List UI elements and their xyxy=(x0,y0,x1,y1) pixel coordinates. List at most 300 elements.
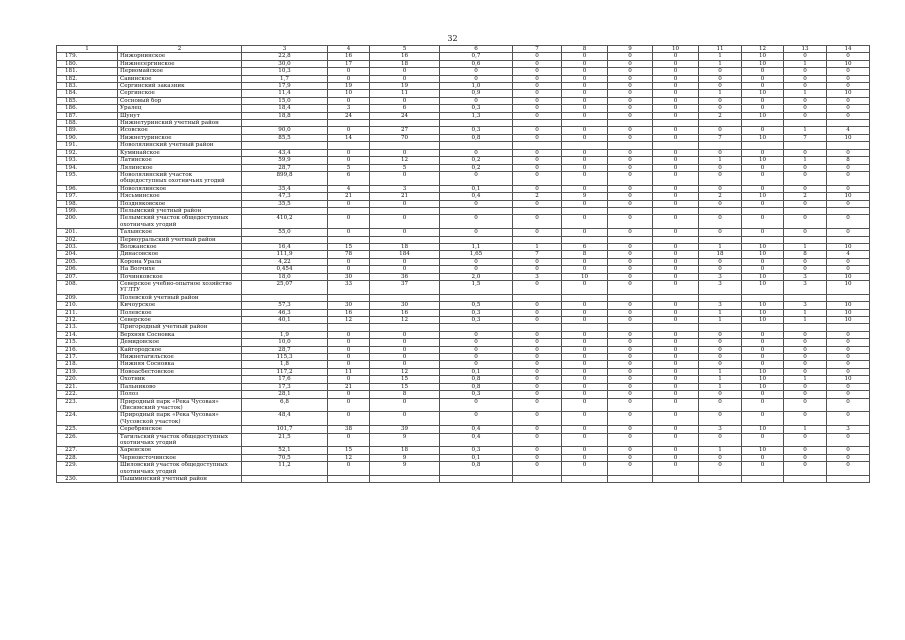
table-row xyxy=(57,361,870,368)
value-cell xyxy=(328,142,370,149)
value-cell: 0,3 xyxy=(440,127,513,134)
value-cell: 0 xyxy=(653,105,699,112)
value-cell: 70,5 xyxy=(242,454,328,461)
row-number-cell: 218. xyxy=(57,361,118,368)
value-cell xyxy=(699,324,742,331)
value-cell: 48,4 xyxy=(242,412,328,426)
value-cell: 0 xyxy=(827,200,870,207)
name-cell: Новолялинское xyxy=(118,185,242,192)
name-cell: Нижняя Сосновка xyxy=(118,361,242,368)
value-cell: 10 xyxy=(742,376,784,383)
value-cell: 1 xyxy=(699,243,742,250)
value-cell xyxy=(608,475,653,482)
value-cell xyxy=(742,475,784,482)
value-cell: 0 xyxy=(513,354,562,361)
value-cell: 0 xyxy=(513,383,562,390)
value-cell: 17 xyxy=(328,60,370,67)
value-cell: 0,8 xyxy=(440,383,513,390)
value-cell xyxy=(653,294,699,301)
value-cell: 0 xyxy=(742,83,784,90)
value-cell xyxy=(699,120,742,127)
value-cell: 3 xyxy=(784,273,827,280)
value-cell: 1,8 xyxy=(242,361,328,368)
value-cell: 0 xyxy=(653,68,699,75)
value-cell: 15 xyxy=(328,243,370,250)
table-row xyxy=(57,251,870,258)
value-cell: 35,4 xyxy=(242,185,328,192)
value-cell: 0 xyxy=(562,97,608,104)
value-cell: 0 xyxy=(513,361,562,368)
value-cell: 0 xyxy=(699,171,742,185)
value-cell: 0 xyxy=(742,75,784,82)
name-cell: Первомайское xyxy=(118,68,242,75)
value-cell: 0 xyxy=(699,258,742,265)
value-cell: 0 xyxy=(440,97,513,104)
table-row xyxy=(57,53,870,60)
value-cell: 0 xyxy=(328,433,370,447)
value-cell: 40,1 xyxy=(242,317,328,324)
value-cell: 1,1 xyxy=(440,243,513,250)
value-cell: 10 xyxy=(328,90,370,97)
value-cell: 1 xyxy=(699,317,742,324)
table-row xyxy=(57,157,870,164)
value-cell: 0 xyxy=(653,454,699,461)
value-cell: 0 xyxy=(784,185,827,192)
value-cell: 0 xyxy=(608,361,653,368)
header-cell: 8 xyxy=(562,46,608,53)
table-row xyxy=(57,426,870,433)
value-cell: 21 xyxy=(370,193,440,200)
value-cell: 0 xyxy=(608,354,653,361)
name-cell: Нижнетагильское xyxy=(118,354,242,361)
value-cell: 184 xyxy=(370,251,440,258)
value-cell: 1 xyxy=(784,90,827,97)
row-number-cell: 183. xyxy=(57,83,118,90)
value-cell xyxy=(370,475,440,482)
value-cell: 0 xyxy=(440,346,513,353)
value-cell xyxy=(440,324,513,331)
table-header-row xyxy=(57,46,870,53)
value-cell xyxy=(653,120,699,127)
value-cell: 0 xyxy=(370,258,440,265)
name-cell: Тагильский участок общедоступных охотничьих угодий xyxy=(118,433,242,447)
name-cell: Нижнесергинское xyxy=(118,60,242,67)
value-cell: 10 xyxy=(827,281,870,295)
table-row xyxy=(57,149,870,156)
value-cell: 0 xyxy=(742,433,784,447)
value-cell: 1 xyxy=(784,376,827,383)
value-cell: 12 xyxy=(328,454,370,461)
value-cell xyxy=(440,475,513,482)
value-cell: 0 xyxy=(328,346,370,353)
value-cell: 4 xyxy=(827,127,870,134)
value-cell: 0 xyxy=(608,127,653,134)
name-cell: Полевской учетный район xyxy=(118,294,242,301)
value-cell: 2 xyxy=(784,193,827,200)
value-cell: 0 xyxy=(513,112,562,119)
name-cell: Шиловский участок общедоступных охотничьих угодий xyxy=(118,462,242,476)
value-cell xyxy=(699,475,742,482)
value-cell: 0 xyxy=(827,447,870,454)
value-cell: 0 xyxy=(742,164,784,171)
value-cell: 25,07 xyxy=(242,281,328,295)
value-cell: 0 xyxy=(653,383,699,390)
value-cell: 16 xyxy=(370,309,440,316)
row-number-cell: 220. xyxy=(57,376,118,383)
value-cell: 111,9 xyxy=(242,251,328,258)
value-cell: 11 xyxy=(370,90,440,97)
value-cell: 11,4 xyxy=(242,90,328,97)
value-cell: 0 xyxy=(562,60,608,67)
value-cell: 0 xyxy=(742,398,784,412)
value-cell: 0,1 xyxy=(440,368,513,375)
value-cell: 0 xyxy=(653,112,699,119)
value-cell xyxy=(827,324,870,331)
table-row xyxy=(57,90,870,97)
value-cell: 0 xyxy=(513,368,562,375)
value-cell: 0 xyxy=(784,433,827,447)
value-cell: 0 xyxy=(699,266,742,273)
table-row xyxy=(57,294,870,301)
value-cell: 0 xyxy=(699,68,742,75)
value-cell xyxy=(242,142,328,149)
value-cell: 0 xyxy=(370,215,440,229)
row-number-cell: 204. xyxy=(57,251,118,258)
value-cell: 0 xyxy=(562,68,608,75)
value-cell: 8 xyxy=(370,391,440,398)
value-cell: 0 xyxy=(742,462,784,476)
table-row xyxy=(57,60,870,67)
value-cell: 0 xyxy=(370,171,440,185)
value-cell: 0 xyxy=(784,266,827,273)
name-cell: Первоуральский учетный район xyxy=(118,236,242,243)
value-cell: 0 xyxy=(608,266,653,273)
value-cell: 0 xyxy=(699,339,742,346)
value-cell: 0 xyxy=(562,317,608,324)
value-cell: 0 xyxy=(562,164,608,171)
name-cell: Верхняя Сосновка xyxy=(118,331,242,338)
value-cell: 33 xyxy=(328,281,370,295)
value-cell xyxy=(242,236,328,243)
name-cell: Нижорнинское xyxy=(118,53,242,60)
value-cell: 0 xyxy=(742,258,784,265)
value-cell: 0 xyxy=(328,361,370,368)
value-cell: 10 xyxy=(827,302,870,309)
name-cell: Пелымский учетный район xyxy=(118,207,242,214)
value-cell: 0 xyxy=(653,243,699,250)
value-cell: 0 xyxy=(699,398,742,412)
table-row xyxy=(57,273,870,280)
value-cell xyxy=(784,207,827,214)
value-cell: 0,4 xyxy=(440,193,513,200)
value-cell: 410,2 xyxy=(242,215,328,229)
value-cell: 10 xyxy=(827,273,870,280)
value-cell: 10 xyxy=(827,90,870,97)
table-row xyxy=(57,398,870,412)
value-cell: 0 xyxy=(742,454,784,461)
row-number-cell: 188. xyxy=(57,120,118,127)
value-cell: 12 xyxy=(370,157,440,164)
value-cell xyxy=(827,294,870,301)
value-cell: 0 xyxy=(328,97,370,104)
value-cell: 0 xyxy=(562,112,608,119)
value-cell: 14 xyxy=(328,134,370,141)
value-cell: 0 xyxy=(742,200,784,207)
value-cell: 0 xyxy=(699,105,742,112)
table-row xyxy=(57,368,870,375)
value-cell: 0 xyxy=(699,354,742,361)
table-row xyxy=(57,383,870,390)
row-number-cell: 227. xyxy=(57,447,118,454)
value-cell: 0 xyxy=(742,346,784,353)
value-cell: 30 xyxy=(328,302,370,309)
value-cell: 1 xyxy=(699,376,742,383)
value-cell: 0 xyxy=(608,368,653,375)
value-cell: 0 xyxy=(653,83,699,90)
value-cell: 0 xyxy=(513,105,562,112)
value-cell: 0,6 xyxy=(440,60,513,67)
value-cell: 6 xyxy=(328,171,370,185)
value-cell: 0 xyxy=(328,391,370,398)
name-cell: Серебрянское xyxy=(118,426,242,433)
value-cell: 0 xyxy=(513,258,562,265)
row-number-cell: 201. xyxy=(57,229,118,236)
value-cell: 0 xyxy=(784,346,827,353)
value-cell: 39 xyxy=(370,426,440,433)
table-row xyxy=(57,200,870,207)
name-cell: Пышминский учетный район xyxy=(118,475,242,482)
row-number-cell: 217. xyxy=(57,354,118,361)
value-cell: 16 xyxy=(328,53,370,60)
value-cell: 0 xyxy=(784,83,827,90)
table-row xyxy=(57,331,870,338)
page-number: 32 xyxy=(447,34,458,43)
value-cell: 1,9 xyxy=(242,331,328,338)
value-cell xyxy=(513,120,562,127)
value-cell: 0 xyxy=(699,462,742,476)
value-cell: 18 xyxy=(699,251,742,258)
row-number-cell: 205. xyxy=(57,258,118,265)
name-cell: Северское учебно-опытное хозяйство УГЛТУ xyxy=(118,281,242,295)
value-cell: 1 xyxy=(784,309,827,316)
row-number-cell: 206. xyxy=(57,266,118,273)
table-row xyxy=(57,447,870,454)
value-cell: 10 xyxy=(562,273,608,280)
value-cell: 30 xyxy=(370,302,440,309)
value-cell: 0 xyxy=(562,134,608,141)
value-cell: 15 xyxy=(370,383,440,390)
row-number-cell: 190. xyxy=(57,134,118,141)
value-cell: 0 xyxy=(608,229,653,236)
value-cell: 0 xyxy=(608,68,653,75)
value-cell: 0 xyxy=(653,134,699,141)
value-cell: 30,0 xyxy=(242,60,328,67)
value-cell: 2 xyxy=(513,193,562,200)
value-cell: 0 xyxy=(827,171,870,185)
value-cell xyxy=(562,207,608,214)
table-row xyxy=(57,185,870,192)
table-row xyxy=(57,433,870,447)
value-cell: 0 xyxy=(608,309,653,316)
value-cell: 0 xyxy=(742,68,784,75)
row-number-cell: 180. xyxy=(57,60,118,67)
value-cell: 0 xyxy=(440,75,513,82)
value-cell: 0 xyxy=(608,462,653,476)
row-number-cell: 186. xyxy=(57,105,118,112)
data-table xyxy=(56,45,870,483)
value-cell: 10 xyxy=(742,447,784,454)
value-cell xyxy=(653,475,699,482)
value-cell: 10 xyxy=(827,60,870,67)
value-cell xyxy=(742,142,784,149)
value-cell: 0 xyxy=(827,339,870,346)
value-cell: 0 xyxy=(608,75,653,82)
value-cell: 1 xyxy=(699,60,742,67)
value-cell: 0 xyxy=(653,60,699,67)
value-cell: 0 xyxy=(608,391,653,398)
value-cell xyxy=(699,142,742,149)
value-cell xyxy=(513,142,562,149)
value-cell xyxy=(562,294,608,301)
header-cell: 13 xyxy=(784,46,827,53)
value-cell: 0 xyxy=(562,383,608,390)
name-cell: Пелымский участок общедоступных охотничьих угодий xyxy=(118,215,242,229)
value-cell xyxy=(370,324,440,331)
value-cell xyxy=(653,236,699,243)
name-cell: Латинское xyxy=(118,157,242,164)
value-cell: 0 xyxy=(513,90,562,97)
value-cell: 17,9 xyxy=(242,83,328,90)
value-cell: 0 xyxy=(653,251,699,258)
value-cell: 0 xyxy=(699,229,742,236)
value-cell: 10 xyxy=(827,309,870,316)
value-cell: 0,1 xyxy=(440,185,513,192)
value-cell: 0 xyxy=(827,368,870,375)
value-cell xyxy=(513,324,562,331)
value-cell: 0,454 xyxy=(242,266,328,273)
value-cell: 9 xyxy=(562,193,608,200)
value-cell: 0,3 xyxy=(440,447,513,454)
value-cell: 0 xyxy=(440,258,513,265)
row-number-cell: 208. xyxy=(57,281,118,295)
name-cell: Кайгородское xyxy=(118,346,242,353)
value-cell: 24 xyxy=(328,112,370,119)
value-cell xyxy=(784,120,827,127)
value-cell: 0 xyxy=(608,281,653,295)
value-cell: 0 xyxy=(742,97,784,104)
value-cell: 0 xyxy=(608,97,653,104)
value-cell: 0 xyxy=(827,112,870,119)
value-cell xyxy=(513,475,562,482)
value-cell xyxy=(827,475,870,482)
header-cell: 6 xyxy=(440,46,513,53)
value-cell: 0 xyxy=(653,462,699,476)
value-cell: 0 xyxy=(653,354,699,361)
value-cell: 0 xyxy=(699,433,742,447)
name-cell: Нижнетуринское xyxy=(118,134,242,141)
name-cell: Пригородный учетный район xyxy=(118,324,242,331)
value-cell: 0 xyxy=(370,266,440,273)
value-cell xyxy=(370,207,440,214)
value-cell: 70 xyxy=(370,134,440,141)
value-cell: 0 xyxy=(608,134,653,141)
value-cell xyxy=(513,236,562,243)
value-cell xyxy=(370,236,440,243)
value-cell: 10 xyxy=(742,281,784,295)
value-cell xyxy=(513,294,562,301)
value-cell xyxy=(440,236,513,243)
value-cell xyxy=(242,207,328,214)
value-cell: 0 xyxy=(653,75,699,82)
name-cell: Полевское xyxy=(118,309,242,316)
value-cell: 0 xyxy=(370,346,440,353)
value-cell: 0 xyxy=(513,83,562,90)
row-number-cell: 202. xyxy=(57,236,118,243)
value-cell: 0 xyxy=(608,426,653,433)
value-cell: 2,0 xyxy=(440,273,513,280)
value-cell: 0 xyxy=(562,171,608,185)
value-cell: 7 xyxy=(784,134,827,141)
name-cell: Шунут xyxy=(118,112,242,119)
value-cell: 0 xyxy=(562,346,608,353)
value-cell xyxy=(242,475,328,482)
row-number-cell: 225. xyxy=(57,426,118,433)
value-cell: 0 xyxy=(608,164,653,171)
value-cell: 0 xyxy=(328,266,370,273)
value-cell: 0 xyxy=(562,185,608,192)
value-cell: 0 xyxy=(562,53,608,60)
value-cell: 0 xyxy=(562,339,608,346)
value-cell: 0 xyxy=(653,266,699,273)
value-cell: 0 xyxy=(653,97,699,104)
name-cell: Исовское xyxy=(118,127,242,134)
value-cell xyxy=(827,236,870,243)
value-cell: 0 xyxy=(328,398,370,412)
value-cell: 0 xyxy=(827,346,870,353)
value-cell: 10 xyxy=(827,243,870,250)
value-cell: 0 xyxy=(513,309,562,316)
row-number-cell: 200. xyxy=(57,215,118,229)
header-cell: 7 xyxy=(513,46,562,53)
value-cell: 0 xyxy=(742,339,784,346)
value-cell: 0 xyxy=(562,447,608,454)
value-cell: 1 xyxy=(784,157,827,164)
name-cell: Охотник xyxy=(118,376,242,383)
table-row xyxy=(57,83,870,90)
value-cell: 0 xyxy=(608,258,653,265)
value-cell: 15 xyxy=(370,376,440,383)
value-cell: 0 xyxy=(328,229,370,236)
header-cell: 10 xyxy=(653,46,699,53)
value-cell: 0 xyxy=(699,331,742,338)
value-cell xyxy=(827,120,870,127)
value-cell: 0 xyxy=(742,331,784,338)
value-cell: 0 xyxy=(608,60,653,67)
table-row xyxy=(57,97,870,104)
value-cell: 0 xyxy=(562,90,608,97)
value-cell: 0 xyxy=(653,281,699,295)
value-cell xyxy=(328,236,370,243)
value-cell: 0 xyxy=(827,215,870,229)
row-number-cell: 222. xyxy=(57,391,118,398)
row-number-cell: 194. xyxy=(57,164,118,171)
value-cell: 0 xyxy=(513,433,562,447)
name-cell: Нижнетуринский учетный район xyxy=(118,120,242,127)
row-number-cell: 195. xyxy=(57,171,118,185)
value-cell: 30 xyxy=(328,273,370,280)
value-cell: 28,7 xyxy=(242,164,328,171)
table-row xyxy=(57,302,870,309)
